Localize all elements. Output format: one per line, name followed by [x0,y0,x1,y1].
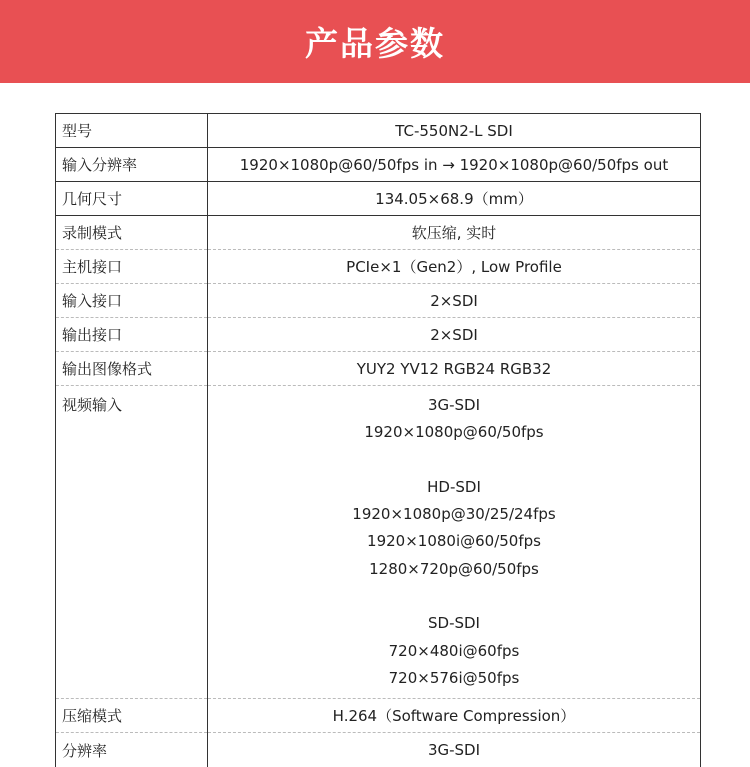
spec-value: PCIe×1（Gen2）, Low Profile [208,250,701,284]
spec-table [55,113,701,767]
spec-value-multiline [208,386,701,699]
spec-label: 压缩模式 [56,699,208,733]
spec-label: 输入分辨率 [56,148,208,182]
spec-label: 型号 [56,114,208,148]
spec-label: 视频输入 [56,386,208,699]
spec-value: YUY2 YV12 RGB24 RGB32 [208,352,701,386]
spec-value: H.264（Software Compression） [208,699,701,733]
video-input-line: 1920×1080p@60/50fps [364,423,544,442]
spec-row-compression-mode [56,699,701,733]
spec-row-resolution [56,733,701,767]
header-banner [0,0,750,83]
spec-value: TC-550N2-L SDI [208,114,701,148]
video-input-line: 1920×1080i@60/50fps [367,532,541,551]
video-input-line [214,447,694,474]
video-input-line: HD-SDI [427,477,481,496]
spec-value: 134.05×68.9（mm） [208,182,701,216]
spec-row-video-input [56,386,701,699]
spec-row-input-interface [56,284,701,318]
spec-label: 输出接口 [56,318,208,352]
spec-value: 2×SDI [208,318,701,352]
video-input-line: SD-SDI [428,614,480,633]
spec-value: 1920×1080p@60/50fps in → 1920×1080p@60/50fps out [208,148,701,182]
spec-row-output-interface [56,318,701,352]
spec-label: 输出图像格式 [56,352,208,386]
video-input-line: 720×576i@50fps [388,668,520,687]
page-title: 产品参数 [305,24,445,63]
video-input-line: 720×480i@60fps [388,641,520,660]
spec-row-model [56,114,701,148]
spec-row-host-interface [56,250,701,284]
video-input-line: 1920×1080p@30/25/24fps [352,505,556,524]
spec-label: 录制模式 [56,216,208,250]
spec-row-output-format [56,352,701,386]
spec-label: 输入接口 [56,284,208,318]
spec-row-recording-mode [56,216,701,250]
spec-label: 主机接口 [56,250,208,284]
spec-label: 分辨率 [56,733,208,767]
video-input-line: 3G-SDI [427,396,481,414]
video-input-line [214,583,694,610]
spec-row-input-resolution [56,148,701,182]
video-input-line: 1280×720p@60/50fps [369,559,539,578]
spec-label: 几何尺寸 [56,182,208,216]
spec-value: 3G-SDI [208,733,701,767]
spec-row-dimensions [56,182,701,216]
spec-value: 2×SDI [208,284,701,318]
spec-value: 软压缩, 实时 [208,216,701,250]
